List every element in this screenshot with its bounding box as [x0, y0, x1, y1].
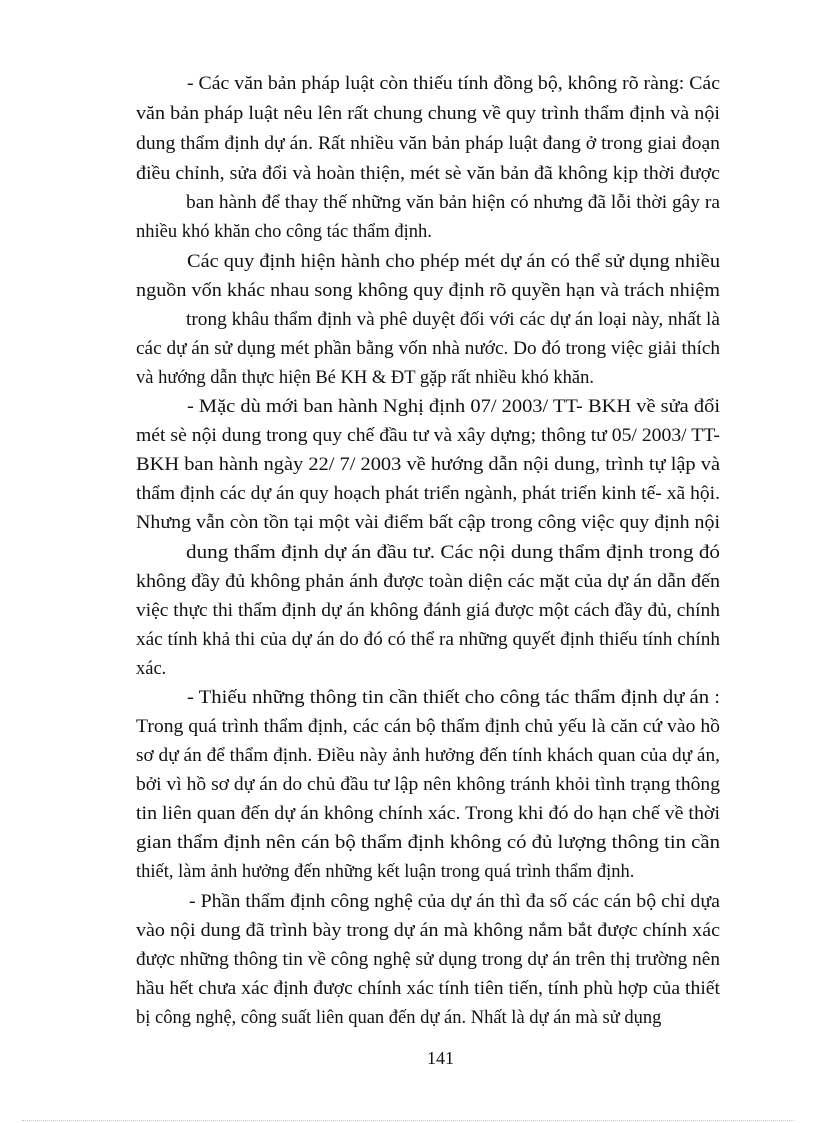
text-line	[0, 539, 816, 568]
text-line-content: tin liên quan đến dự án không chính xác. Trong khi đó do hạn chế về thời	[136, 804, 720, 824]
text-line	[0, 829, 816, 858]
text-line	[0, 684, 816, 713]
text-line	[0, 858, 816, 887]
text-line-content: Các quy định hiện hành cho phép mét dự án có thể sử dụng nhiều	[187, 252, 720, 272]
text-line	[0, 277, 816, 306]
text-line-content: ban hành để thay thế những văn bản hiện có nhưng đã lỗi thời gây ra	[186, 193, 720, 213]
text-line	[0, 451, 816, 480]
text-line-content: không đầy đủ không phản ánh được toàn diện các mặt của dự án dẫn đến	[136, 572, 720, 592]
text-line	[0, 422, 816, 451]
text-line	[0, 393, 816, 422]
text-line	[0, 306, 816, 335]
text-line	[0, 655, 816, 684]
text-line	[0, 946, 816, 975]
text-line	[0, 917, 816, 946]
text-line-content: bị công nghệ, công suất liên quan đến dự án. Nhất là dự án mà sử dụng	[136, 1008, 662, 1028]
text-line-content: vào nội dung đã trình bày trong dự án mà không nắm bắt được chính xác	[136, 921, 720, 941]
text-line	[0, 248, 816, 277]
text-line-content: thẩm định các dự án quy hoạch phát triển ngành, phát triển kinh tế- xã hội.	[136, 484, 720, 504]
text-line-content: việc thực thi thẩm định dự án không đánh giá được một cách đầy đủ, chính	[136, 601, 720, 621]
text-line-content: hầu hết chưa xác định được chính xác tính tiên tiến, tính phù hợp của thiết	[136, 979, 720, 999]
text-line-content: Nhưng vẫn còn tồn tại một vài điểm bất cập trong công việc quy định nội	[136, 513, 720, 533]
text-line	[0, 70, 816, 99]
text-line-content: trong khâu thẩm định và phê duyệt đối với các dự án loại này, nhất là	[186, 310, 720, 330]
page-border-dots	[22, 1120, 794, 1121]
text-line-content: - Các văn bản pháp luật còn thiếu tính đồng bộ, không rõ ràng: Các	[187, 74, 720, 94]
text-line-content: BKH ban hành ngày 22/ 7/ 2003 về hướng dẫn nội dung, trình tự lập và	[136, 455, 720, 475]
text-line	[0, 160, 816, 189]
text-line-content: Trong quá trình thẩm định, các cán bộ thẩm định chủ yếu là căn cứ vào hồ	[136, 717, 720, 737]
text-line-content: - Thiếu những thông tin cần thiết cho công tác thẩm định dự án :	[187, 688, 720, 708]
text-line-content: sơ dự án để thẩm định. Điều này ảnh hưởng đến tính khách quan của dự án,	[136, 746, 720, 766]
text-line	[0, 742, 816, 771]
text-line-content: điều chỉnh, sửa đổi và hoàn thiện, mét sè văn bản đã không kịp thời được	[136, 164, 720, 184]
text-line-content: các dự án sử dụng mét phần bằng vốn nhà nước. Do đó trong việc giải thích	[136, 339, 720, 359]
text-line	[0, 130, 816, 159]
text-line-content: xác tính khả thi của dự án do đó có thể ra những quyết định thiếu tính chính	[136, 630, 720, 650]
text-line-content: và hướng dẫn thực hiện Bé KH & ĐT gặp rất nhiều khó khăn.	[136, 368, 594, 388]
text-line-content: văn bản pháp luật nêu lên rất chung chung về quy trình thẩm định và nội	[136, 104, 720, 124]
text-line-content: mét sè nội dung trong quy chế đầu tư và xây dựng; thông tư 05/ 2003/ TT-	[136, 426, 720, 446]
text-line-content: nguồn vốn khác nhau song không quy định rõ quyền hạn và trách nhiệm	[136, 281, 720, 301]
text-line	[0, 888, 816, 917]
text-line-content: - Mặc dù mới ban hành Nghị định 07/ 2003/ TT- BKH về sửa đổi	[187, 397, 720, 417]
text-line-content: được những thông tin về công nghệ sử dụng trong dự án trên thị trường nên	[136, 950, 720, 970]
text-line	[0, 626, 816, 655]
text-line-content: nhiều khó khăn cho công tác thẩm định.	[136, 222, 432, 242]
text-line	[0, 800, 816, 829]
text-line	[0, 335, 816, 364]
text-line	[0, 597, 816, 626]
text-line	[0, 1004, 816, 1033]
text-line	[0, 713, 816, 742]
text-line-content: thiết, làm ảnh hưởng đến những kết luận trong quá trình thẩm định.	[136, 862, 635, 882]
text-line	[0, 480, 816, 509]
text-line	[0, 218, 816, 247]
text-line-content: xác.	[136, 659, 167, 679]
text-line	[0, 364, 816, 393]
document-page: - Các văn bản pháp luật còn thiếu tính đồng bộ, không rõ ràng: Các văn bản pháp luật nêu lên rất chung chung về quy trình thẩm định và nội dung thẩm định dự án. Rất nhiều văn bản pháp luật đang ở trong giai đoạn điều chỉnh, sửa đổi và hoàn thiện, mét sè văn bản đã không kịp thời được ban hành để thay thế những văn bản hiện có nhưng đã lỗi thời gây ra nhiều khó khăn cho công tác thẩm định. Các quy định hiện hành cho phép mét dự án có thể sử dụng nhiều nguồn vốn khác nhau song không quy định rõ quyền hạn và trách nhiệm trong khâu thẩm định và phê duyệt đối với các dự án loại này, nhất là các dự án sử dụng mét phần bằng vốn nhà nước. Do đó trong việc giải thích và hướng dẫn thực hiện Bé KH & ĐT gặp rất nhiều khó khăn. - Mặc dù mới ban hành Nghị định 07/ 2003/ TT- BKH về sửa đổi mét sè nội dung trong quy chế đầu tư và xây dựng; thông tư 05/ 2003/ TT- BKH ban hành ngày 22/ 7/ 2003 về hướng dẫn nội dung, trình tự lập và thẩm định các dự án quy hoạch phát triển ngành, phát triển kinh tế- xã hội. Nhưng vẫn còn tồn tại một vài điểm bất cập trong công việc quy định nội dung thẩm định dự án đầu tư. Các nội dung thẩm định trong đó không đầy đủ không phản ánh được toàn diện các mặt của dự án dẫn đến việc thực thi thẩm định dự án không đánh giá được một cách đầy đủ, chính xác tính khả thi của dự án do đó có thể ra những quyết định thiếu tính chính xác. - Thiếu những thông tin cần thiết cho công tác thẩm định dự án : Trong quá trình thẩm định, các cán bộ thẩm định chủ yếu là căn cứ vào hồ sơ dự án để thẩm định. Điều này ảnh hưởng đến tính khách quan của dự án, bởi vì hồ sơ dự án do chủ đầu tư lập nên không tránh khỏi tình trạng thông tin liên quan đến dự án không chính xác. Trong khi đó do hạn chế về thời gian thẩm định nên cán bộ thẩm định không có đủ lượng thông tin cần thiết, làm ảnh hưởng đến những kết luận trong quá trình thẩm định. - Phần thẩm định công nghệ của dự án thì đa số các cán bộ chỉ dựa vào nội dung đã trình bày trong dự án mà không nắm bắt được chính xác được những thông tin về công nghệ sử dụng trong dự án trên thị trường nên hầu hết chưa xác định được chính xác tính tiên tiến, tính phù hợp của thiết bị công nghệ, công suất liên quan đến dự án. Nhất là dự án mà sử dụng 141	[0, 0, 816, 1123]
text-line-content: gian thẩm định nên cán bộ thẩm định không có đủ lượng thông tin cần	[136, 833, 720, 853]
text-line-content: bởi vì hồ sơ dự án do chủ đầu tư lập nên không tránh khỏi tình trạng thông	[136, 775, 720, 795]
text-line-content: dung thẩm định dự án. Rất nhiều văn bản pháp luật đang ở trong giai đoạn	[136, 134, 720, 154]
text-line	[0, 771, 816, 800]
text-line-content: - Phần thẩm định công nghệ của dự án thì đa số các cán bộ chỉ dựa	[189, 892, 720, 912]
text-line	[0, 975, 816, 1004]
text-line	[0, 568, 816, 597]
text-line	[0, 100, 816, 129]
text-line	[0, 189, 816, 218]
text-line-content: dung thẩm định dự án đầu tư. Các nội dung thẩm định trong đó	[186, 543, 720, 563]
text-line	[0, 509, 816, 538]
